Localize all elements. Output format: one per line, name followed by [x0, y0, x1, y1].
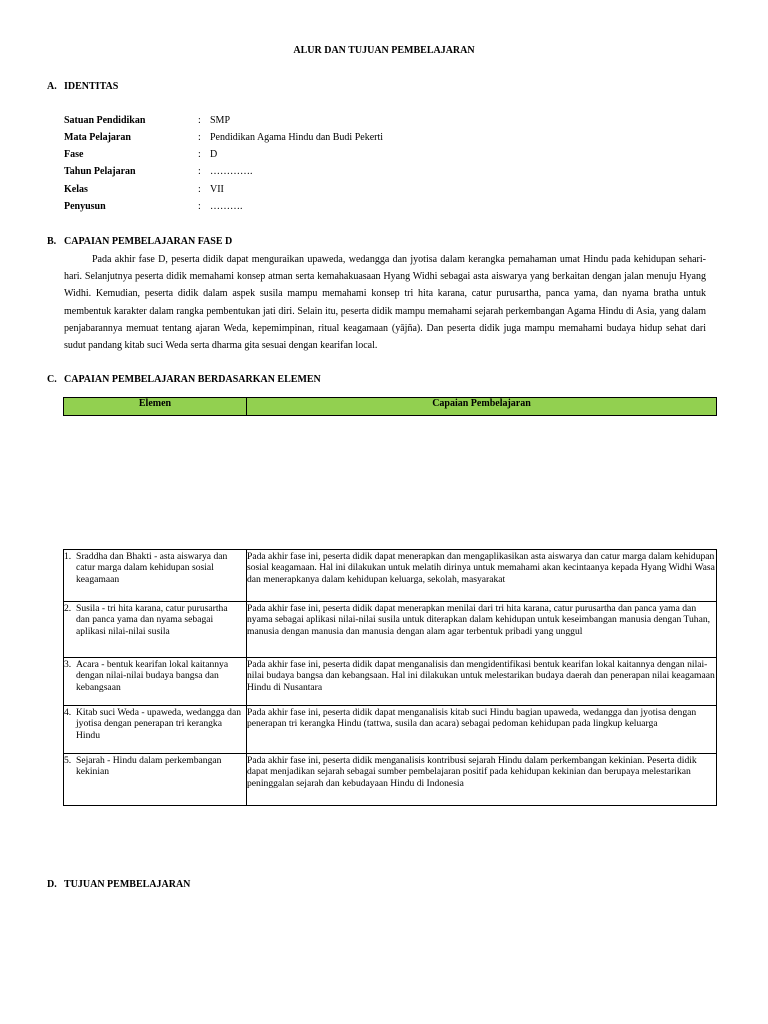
identitas-colon: :: [198, 149, 201, 160]
elemen-text: Sejarah - Hindu dalam perkembangan kekinian: [76, 755, 222, 778]
section-title: CAPAIAN PEMBELAJARAN BERDASARKAN ELEMEN: [64, 374, 321, 385]
section-title: TUJUAN PEMBELAJARAN: [64, 879, 191, 890]
elemen-cell: [64, 602, 247, 658]
section-letter: D.: [47, 879, 57, 890]
section-a-heading: [47, 81, 118, 92]
identitas-colon: :: [198, 184, 201, 195]
section-d-heading: [47, 879, 190, 890]
section-title: CAPAIAN PEMBELAJARAN FASE D: [64, 236, 233, 247]
capaian-cell: Pada akhir fase ini, peserta didik dapat menerapkan dan mengaplikasikan asta aiswarya dan catur marga dalam kehidupan sosial keagamaan. Hal ini dilakukan untuk melatih dirinya untuk memahami akan kecintaanya kepada Hyang Widhi Wasa dan menerapkanya dalam kehidupan keluarga, sekolah, masyarakat: [247, 550, 717, 602]
table-row: [64, 550, 717, 602]
capaian-cell: Pada akhir fase ini, peserta didik dapat menganalisis kitab suci Hindu bagian upaweda, wedangga dan jyotisa dengan penerapan tri kerangka Hindu (tattwa, susila dan acara) sebagai pedoman kehidupan pada lingkup keluarga: [247, 706, 717, 754]
row-number: 1.: [64, 551, 72, 562]
identitas-label: Satuan Pendidikan: [64, 115, 146, 126]
identitas-value: ……….: [210, 201, 243, 212]
row-number: 2.: [64, 603, 72, 614]
elemen-cell: [64, 658, 247, 706]
elemen-text: Sraddha dan Bhakti - asta aiswarya dan catur marga dalam kehidupan sosial keagamaan: [76, 551, 228, 585]
row-number: 3.: [64, 659, 72, 670]
capaian-cell: Pada akhir fase ini, peserta didik dapat menganalisis dan mengidentifikasi bentuk kearifan lokal kaitannya dengan nilai-nilai budaya bangsa dan kebangsaan. Hal ini dilakukan untuk melestarikan budaya daerah dan penerapan nilai keagamaan Hindu di Nusantara: [247, 658, 717, 706]
elemen-cell: [64, 706, 247, 754]
identitas-label: Fase: [64, 149, 84, 160]
table-row: [64, 658, 717, 706]
elemen-text: Susila - tri hita karana, catur purusartha dan panca yama dan nyama sebagai aplikasi nilai-nilai susila: [76, 603, 228, 637]
table-row: [64, 706, 717, 754]
identitas-label: Tahun Pelajaran: [64, 166, 136, 177]
elemen-cell: [64, 754, 247, 806]
document-title: ALUR DAN TUJUAN PEMBELAJARAN: [293, 45, 475, 56]
identitas-value: VII: [210, 184, 224, 195]
row-number: 4.: [64, 707, 72, 718]
section-c-heading: [47, 374, 321, 385]
identitas-value: D: [210, 149, 218, 160]
elemen-text: Acara - bentuk kearifan lokal kaitannya dengan nilai-nilai budaya bangsa dan kebangsaan: [76, 659, 229, 693]
identitas-colon: :: [198, 166, 201, 177]
header-capaian: Capaian Pembelajaran: [247, 398, 717, 416]
identitas-label: Kelas: [64, 184, 88, 195]
identitas-label: Penyusun: [64, 201, 106, 212]
header-elemen: Elemen: [64, 398, 247, 416]
identitas-value: Pendidikan Agama Hindu dan Budi Pekerti: [210, 132, 384, 143]
section-b-heading: [47, 236, 232, 247]
identitas-colon: :: [198, 132, 201, 143]
section-title: IDENTITAS: [64, 81, 119, 92]
capaian-cell: Pada akhir fase ini, peserta didik menganalisis kontribusi sejarah Hindu dalam perkembangan kekinian. Peserta didik dapat menjadikan sejarah sebagai sumber pembelajaran positif pada kehidupan kekinian dan berupaya melestarikan peninggalan sejarah dan kebudayaan Hindu di Indonesia: [247, 754, 717, 806]
identitas-value: SMP: [210, 115, 231, 126]
identitas-colon: :: [198, 115, 201, 126]
row-number: 5.: [64, 755, 72, 766]
table-row: [64, 754, 717, 806]
table-row: [64, 602, 717, 658]
elemen-cell: [64, 550, 247, 602]
section-letter: B.: [47, 236, 57, 247]
section-letter: A.: [47, 81, 57, 92]
identitas-label: Mata Pelajaran: [64, 132, 131, 143]
identitas-value: ………….: [210, 166, 253, 177]
capaian-cell: Pada akhir fase ini, peserta didik dapat menerapkan menilai dari tri hita karana, catur purusartha dan panca yama dan nyama sebagai aplikasi nilai-nilai susila untuk diterapkan dalam kehidupan untuk keseimbangan manusia dengan Tuhan, manusia dengan manusia dan manusia dengan alam agar terbentuk pribadi yang unggul: [247, 602, 717, 658]
section-letter: C.: [47, 374, 57, 385]
elemen-text: Kitab suci Weda - upaweda, wedangga dan jyotisa dengan penerapan tri kerangka Hindu: [76, 707, 242, 741]
elemen-header-table: [63, 397, 717, 416]
identitas-colon: :: [198, 201, 201, 212]
elemen-table: [63, 549, 717, 806]
capaian-fase-d-paragraph: Pada akhir fase D, peserta didik dapat menguraikan upaweda, wedangga dan jyotisa dalam kerangka pemahaman umat Hindu pada kehidupan sehari-hari. Selanjutnya peserta didik memahami konsep atman serta kemahakuasaan Hyang Widhi sebagai asta aiswarya yang berkaitan dengan jalan menuju Hyang Widhi. Kemudian, peserta didik dalam aspek susila mampu memahami konsep tri hita karana, catur purusartha, panca yama, dan nyama bratha untuk membentuk karakter dalam rangka pembentukan jati diri. Selain itu, peserta didik mampu memahami sejarah perkembangan Agama Hindu di Asia, yang dalam penjabarannya memuat tentang ajaran Weda, kepemimpinan, ritual keagamaan (yājña). Dan peserta didik juga mampu memahami budaya hidup sehat dari sudut pandang kitab suci Weda serta dharma gita sesuai dengan kearifan local.: [64, 254, 706, 352]
